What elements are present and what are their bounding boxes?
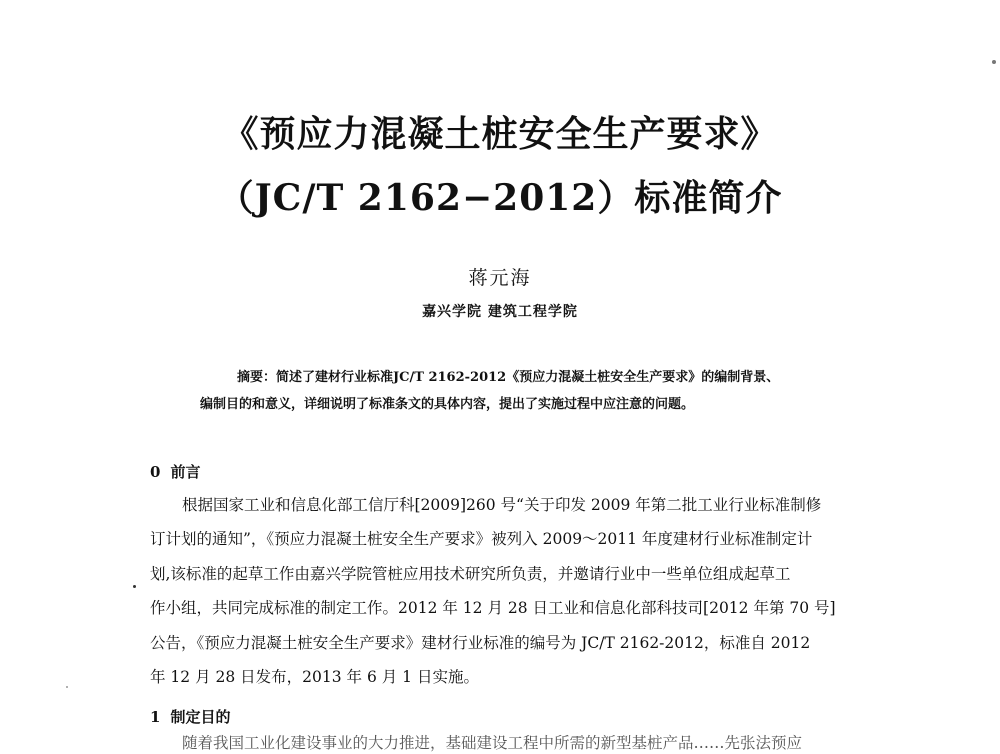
section-number: 1 bbox=[150, 708, 161, 726]
title-line-2: （JC/T 2162−2012）标准简介 bbox=[217, 177, 783, 219]
abstract-line-1: 摘要：简述了建材行业标准JC/T 2162-2012《预应力混凝土桩安全生产要求》的编制背景、 bbox=[237, 370, 780, 385]
paragraph-line: 公告，《预应力混凝土桩安全生产要求》建材行业标准的编号为 JC/T 2162-2012，标准自 2012 bbox=[150, 634, 811, 652]
paragraph-line: 根据国家工业和信息化部工信厅科[2009]260 号“关于印发 2009 年第二批工业行业标准制修 bbox=[182, 496, 822, 514]
paragraph-line-cut-off: 随着我国工业化建设事业的大力推进，基础建设工程中所需的新型基桩产品……先张法预应 bbox=[182, 734, 803, 752]
section-number: 0 bbox=[150, 463, 161, 481]
abstract-line-2: 编制目的和意义，详细说明了标准条文的具体内容，提出了实施过程中应注意的问题。 bbox=[200, 397, 695, 412]
paragraph-line: 订计划的通知”，《预应力混凝土桩安全生产要求》被列入 2009～2011 年度建材行业标准制定计 bbox=[150, 530, 813, 548]
scan-speck bbox=[66, 686, 68, 688]
scan-speck bbox=[992, 60, 996, 64]
author-name: 蒋元海 bbox=[468, 267, 532, 289]
title-line-1: 《预应力混凝土桩安全生产要求》 bbox=[222, 113, 778, 155]
section-title: 制定目的 bbox=[170, 708, 231, 726]
section-heading-purpose bbox=[150, 706, 230, 728]
scan-speck bbox=[133, 585, 136, 588]
section-title: 前言 bbox=[170, 463, 201, 481]
paragraph-line: 作小组，共同完成标准的制定工作。2012 年 12 月 28 日工业和信息化部科技司[2012 年第 70 号] bbox=[150, 599, 836, 617]
paragraph-line: 划,该标准的起草工作由嘉兴学院管桩应用技术研究所负责，并邀请行业中一些单位组成起草工 bbox=[150, 565, 791, 583]
section-heading-foreword bbox=[150, 461, 200, 483]
author-affiliation: 嘉兴学院 建筑工程学院 bbox=[422, 304, 578, 320]
paragraph-line: 年 12 月 28 日发布，2013 年 6 月 1 日实施。 bbox=[150, 668, 479, 686]
